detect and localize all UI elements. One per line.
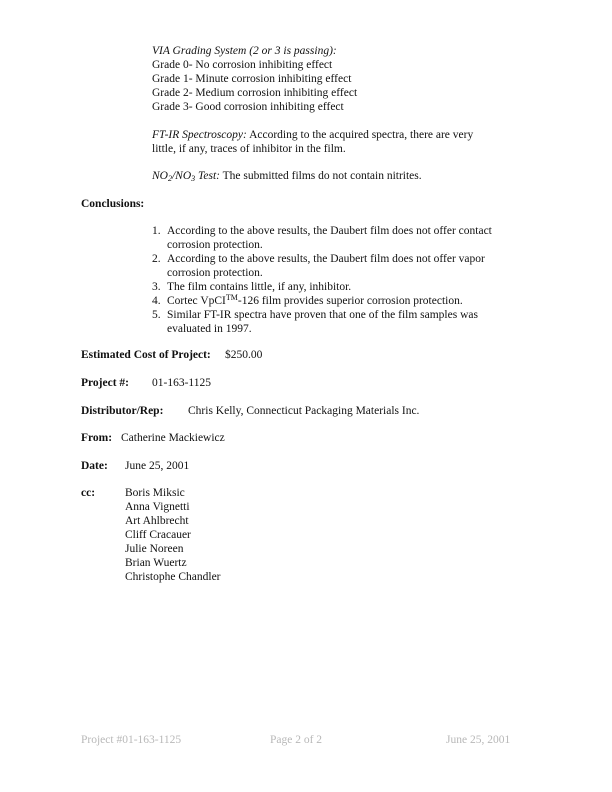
cc-name: Julie Noreen <box>125 543 184 555</box>
date-value: June 25, 2001 <box>125 460 190 472</box>
conclusions-heading: Conclusions: <box>81 198 145 210</box>
project-label: Project #: <box>81 377 129 389</box>
ftir-label: FT-IR Spectroscopy: <box>152 129 247 141</box>
grade-item: Grade 0- No corrosion inhibiting effect <box>152 59 333 71</box>
list-item: 4. Cortec VpCI™-126 film provides superior corrosion protection. <box>152 293 463 307</box>
footer-project: Project #01-163-1125 <box>81 734 182 746</box>
ftir-text-line2: little, if any, traces of inhibitor in the film. <box>152 143 346 155</box>
cc-name: Boris Miksic <box>125 487 185 499</box>
distributor-label: Distributor/Rep: <box>81 405 164 417</box>
date-label: Date: <box>81 460 108 472</box>
grading-title: VIA Grading System (2 or 3 is passing): <box>152 45 337 57</box>
cc-name: Cliff Cracauer <box>125 529 191 541</box>
grading-section <box>152 44 357 114</box>
list-item: 3. The film contains little, if any, inhibitor. <box>152 281 352 293</box>
cc-name: Christophe Chandler <box>125 571 221 583</box>
conclusions-list <box>152 224 492 336</box>
list-item: 1. According to the above results, the Daubert film does not offer contact corrosion protection. <box>152 225 492 251</box>
cc-label: cc: <box>81 487 96 499</box>
nitrite-text: The submitted films do not contain nitrites. <box>219 170 422 182</box>
ftir-section <box>152 128 473 156</box>
cost-label: Estimated Cost of Project: <box>81 349 211 361</box>
from-value: Catherine Mackiewicz <box>121 432 225 444</box>
grade-item: Grade 3- Good corrosion inhibiting effect <box>152 101 344 113</box>
cc-name: Anna Vignetti <box>125 501 190 513</box>
cc-list <box>125 486 221 584</box>
from-label: From: <box>81 432 113 444</box>
cost-value: $250.00 <box>225 349 263 361</box>
nitrite-section <box>152 169 422 183</box>
footer-page: Page 2 of 2 <box>270 734 323 746</box>
project-value: 01-163-1125 <box>152 377 211 389</box>
grade-item: Grade 1- Minute corrosion inhibiting effect <box>152 73 352 85</box>
cc-name: Art Ahlbrecht <box>125 515 189 527</box>
cost-row <box>81 348 211 362</box>
list-item: 2. According to the above results, the Daubert film does not offer vapor corrosion protection. <box>152 253 485 279</box>
list-item: 5. Similar FT-IR spectra have proven that one of the film samples was evaluated in 1997. <box>152 309 478 335</box>
distributor-value: Chris Kelly, Connecticut Packaging Materials Inc. <box>188 405 420 417</box>
ftir-text: According to the acquired spectra, there are very <box>246 129 474 141</box>
grade-item: Grade 2- Medium corrosion inhibiting effect <box>152 87 358 99</box>
cc-name: Brian Wuertz <box>125 557 187 569</box>
footer-date: June 25, 2001 <box>446 734 511 746</box>
nitrite-label: $NO_2/NO_3$ Test: <box>152 170 220 183</box>
